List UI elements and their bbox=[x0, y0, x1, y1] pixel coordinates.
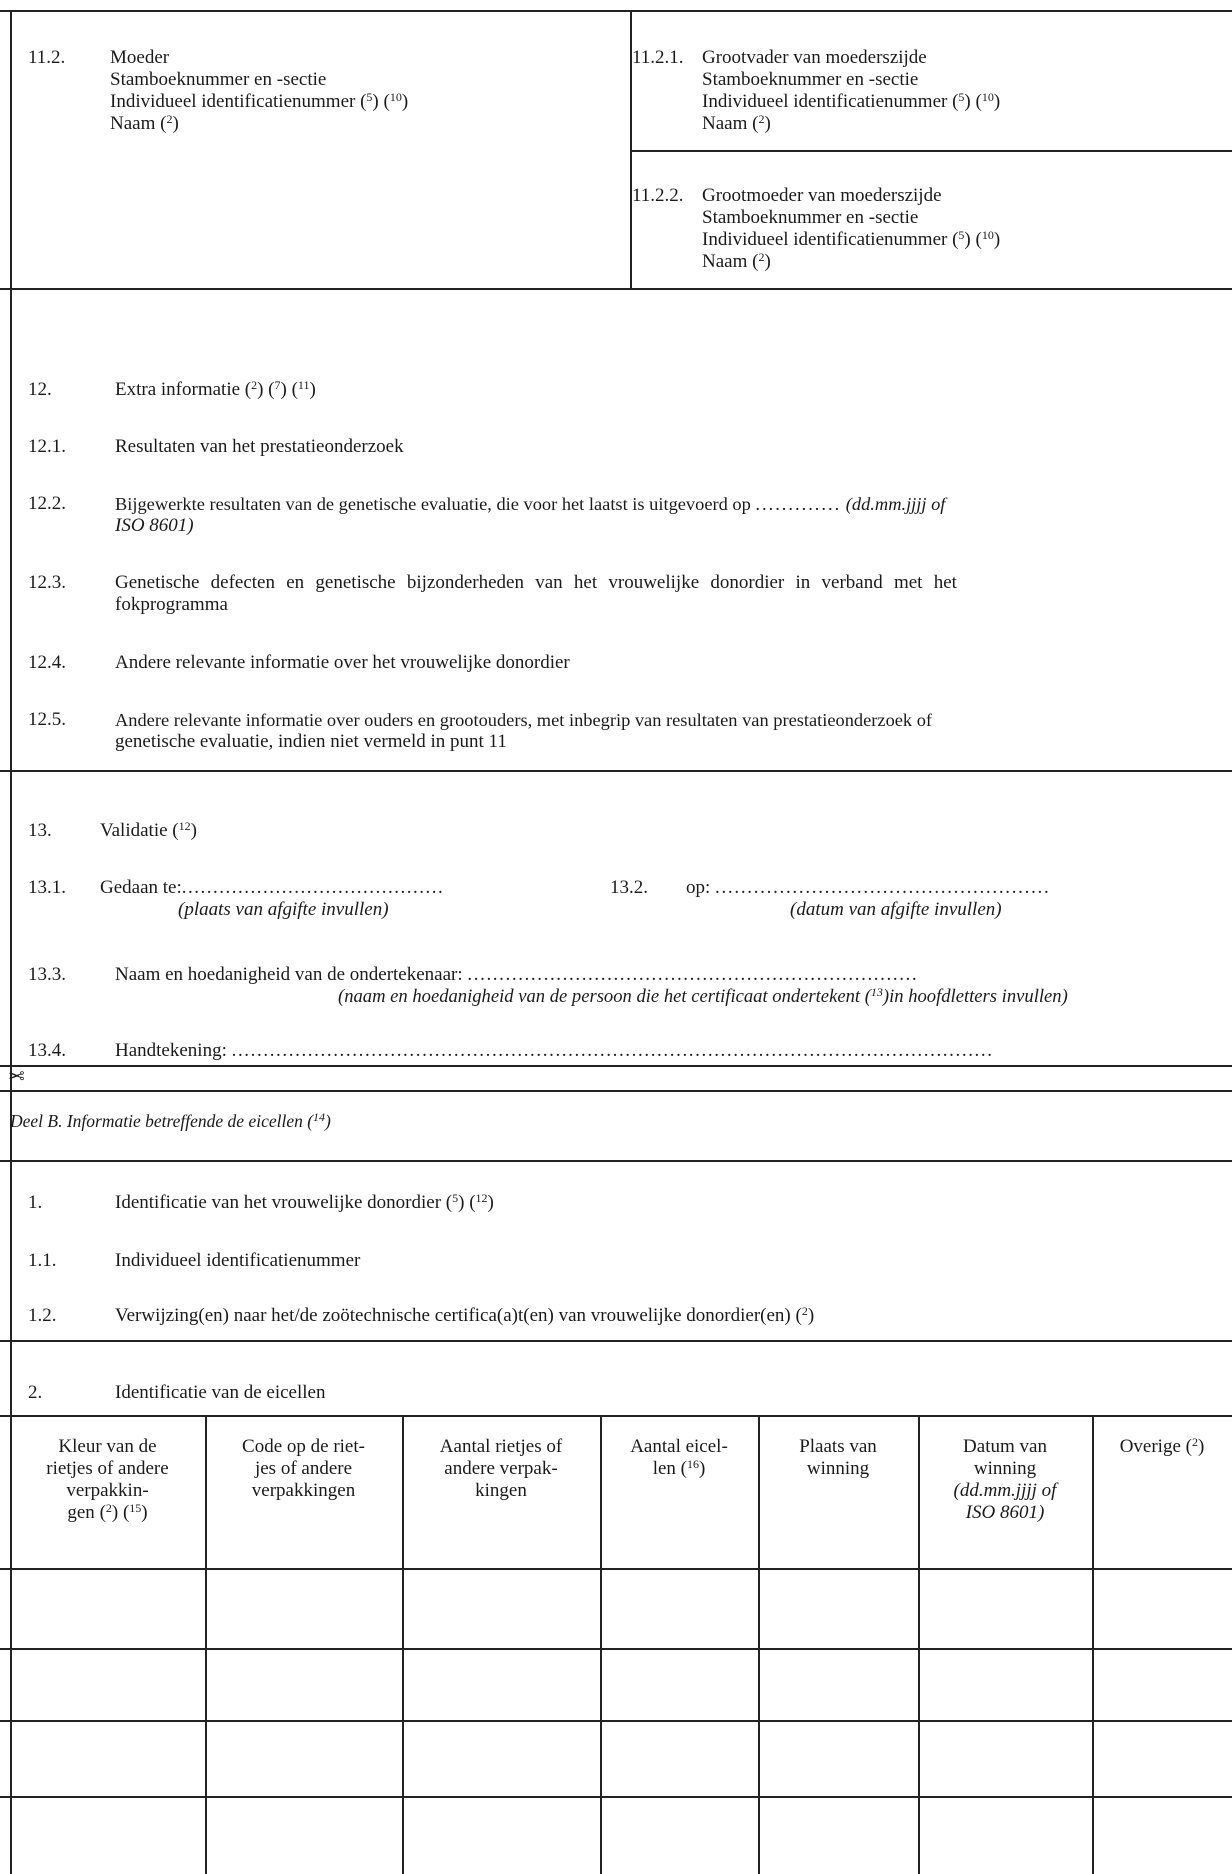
s12-2-num: 12.2. bbox=[28, 493, 66, 514]
s13-2-num: 13.2. bbox=[610, 877, 648, 898]
s13-3-hint: (naam en hoedanigheid van de persoon die het certificaat ondertekent ($^{13}$)in hoofdletters invullen) bbox=[338, 985, 1068, 1007]
table-cell[interactable] bbox=[918, 1650, 1092, 1720]
grandfather-id: Individueel identificatienummer ($^5$) ($^{10}$) bbox=[702, 90, 1001, 112]
table-cell[interactable] bbox=[918, 1570, 1092, 1640]
mother-name: Naam ($^2$) bbox=[110, 112, 179, 134]
grandfather-title: Grootvader van moederszijde bbox=[702, 47, 927, 68]
grandfather-name: Naam ($^2$) bbox=[702, 112, 771, 134]
table-cell[interactable] bbox=[758, 1798, 918, 1868]
table-cell[interactable] bbox=[205, 1570, 402, 1640]
pb-1-2-text: Verwijzing(en) naar het/de zoötechnische certifica(a)t(en) van vrouwelijke donordier(en) ($^2$) bbox=[115, 1304, 815, 1326]
table-cell[interactable] bbox=[402, 1798, 600, 1868]
s12-3-line2: fokprogramma bbox=[115, 594, 228, 615]
pb-s1-title: Identificatie van het vrouwelijke donordier ($^5$) ($^{12}$) bbox=[115, 1191, 494, 1213]
table-cell[interactable] bbox=[918, 1722, 1092, 1792]
table-cell[interactable] bbox=[758, 1722, 918, 1792]
grandmother-title: Grootmoeder van moederszijde bbox=[702, 185, 942, 206]
cut-line bbox=[0, 1090, 1232, 1092]
table-cell[interactable] bbox=[402, 1650, 600, 1720]
grandmother-herdbook: Stamboeknummer en -sectie bbox=[702, 207, 919, 228]
pb-s1-num: 1. bbox=[28, 1192, 43, 1213]
grandfather-herdbook: Stamboeknummer en -sectie bbox=[702, 69, 919, 90]
table-header-2: Code op de riet- jes of andere verpakkingen bbox=[242, 1436, 365, 1501]
table-cell[interactable] bbox=[600, 1650, 758, 1720]
pb-s2-title: Identificatie van de eicellen bbox=[115, 1382, 326, 1403]
grandmother-id: Individueel identificatienummer ($^5$) ($^{10}$) bbox=[702, 228, 1001, 250]
table-cell[interactable] bbox=[758, 1570, 918, 1640]
s13-4-field: Handtekening: ........................................................................................................................ bbox=[115, 1040, 994, 1061]
table-cell[interactable] bbox=[10, 1722, 205, 1792]
table-cell[interactable] bbox=[10, 1798, 205, 1868]
table-header-7: Overige ($^2$) bbox=[1119, 1435, 1205, 1457]
s12-3-num: 12.3. bbox=[28, 572, 66, 593]
table-cell[interactable] bbox=[10, 1570, 205, 1640]
s12-title: Extra informatie ($^2$) ($^7$) ($^{11}$) bbox=[115, 378, 316, 400]
table-cell[interactable] bbox=[402, 1570, 600, 1640]
table-cell[interactable] bbox=[1092, 1650, 1232, 1720]
section-12-bottom bbox=[0, 770, 1232, 772]
pb-1-1-text: Individueel identificatienummer bbox=[115, 1250, 361, 1271]
table-cell[interactable] bbox=[1092, 1570, 1232, 1640]
mother-herdbook: Stamboeknummer en -sectie bbox=[110, 69, 327, 90]
s12-4-text: Andere relevante informatie over het vrouwelijke donordier bbox=[115, 652, 570, 673]
table-cell[interactable] bbox=[758, 1650, 918, 1720]
s13-title: Validatie ($^{12}$) bbox=[100, 819, 197, 841]
s12-3-text: Genetische defecten en genetische bijzonderheden van het vrouwelijke donordier in verband met het bbox=[115, 572, 957, 593]
table-header-3: Aantal rietjes of andere verpak- kingen bbox=[439, 1436, 563, 1501]
table-header-4: Aantal eicel- len ($^{16}$) bbox=[630, 1436, 728, 1479]
table-cell[interactable] bbox=[205, 1798, 402, 1868]
table-cell[interactable] bbox=[918, 1798, 1092, 1868]
table-header-6: Datum van winning (dd.mm.jjjj of ISO 8601) bbox=[953, 1436, 1057, 1523]
table-cell[interactable] bbox=[600, 1570, 758, 1640]
s12-4-num: 12.4. bbox=[28, 652, 66, 673]
s12-2-text: Bijgewerkte resultaten van de genetische evaluatie, die voor het laatst is uitgevoerd op ............. (dd.mm.jjjj of bbox=[115, 494, 946, 514]
grandmother-num: 11.2.2. bbox=[632, 185, 684, 206]
table-cell[interactable] bbox=[1092, 1722, 1232, 1792]
section-13-bottom bbox=[0, 1065, 1232, 1067]
s13-num: 13. bbox=[28, 820, 52, 841]
pb-1-1-num: 1.1. bbox=[28, 1250, 57, 1271]
table-cell[interactable] bbox=[10, 1650, 205, 1720]
s13-1-hint: (plaats van afgifte invullen) bbox=[178, 899, 389, 920]
table-cell[interactable] bbox=[402, 1722, 600, 1792]
table-cell[interactable] bbox=[1092, 1798, 1232, 1868]
s12-2-iso: ISO 8601) bbox=[115, 515, 194, 536]
mother-id: Individueel identificatienummer ($^5$) ($^{10}$) bbox=[110, 90, 409, 112]
s13-2-hint: (datum van afgifte invullen) bbox=[790, 899, 1002, 920]
mother-num: 11.2. bbox=[28, 47, 66, 68]
table-cell[interactable] bbox=[600, 1798, 758, 1868]
s13-4-num: 13.4. bbox=[28, 1040, 66, 1061]
table-cell[interactable] bbox=[205, 1650, 402, 1720]
pb-1-2-num: 1.2. bbox=[28, 1305, 57, 1326]
table-cell[interactable] bbox=[600, 1722, 758, 1792]
s13-1-num: 13.1. bbox=[28, 877, 66, 898]
grandmother-name: Naam ($^2$) bbox=[702, 250, 771, 272]
pb-s2-num: 2. bbox=[28, 1382, 43, 1403]
scissors-icon: ✂ bbox=[8, 1066, 25, 1088]
s12-5-text: Andere relevante informatie over ouders en grootouders, met inbegrip van resultaten van prestatieonderzoek of bbox=[115, 710, 933, 730]
grandfather-num: 11.2.1. bbox=[632, 47, 684, 68]
table-header-5: Plaats van winning bbox=[799, 1436, 877, 1479]
mother-title: Moeder bbox=[110, 47, 170, 68]
part-b-title: Deel B. Informatie betreffende de eicellen ($^{14}$) bbox=[10, 1110, 331, 1131]
s12-1-text: Resultaten van het prestatieonderzoek bbox=[115, 436, 404, 457]
section-11-bottom bbox=[0, 288, 1232, 290]
table-top bbox=[0, 1415, 1232, 1417]
s12-5-num: 12.5. bbox=[28, 709, 66, 730]
s12-5-line2: genetische evaluatie, indien niet vermeld in punt 11 bbox=[115, 731, 507, 752]
top-border bbox=[0, 10, 1232, 12]
grandparents-divider bbox=[630, 150, 1232, 152]
part-b-title-bottom bbox=[0, 1160, 1232, 1162]
table-cell[interactable] bbox=[205, 1722, 402, 1792]
s13-1-field: Gedaan te:.......................................... bbox=[100, 877, 445, 898]
part-b-s1-bottom bbox=[0, 1340, 1232, 1342]
s13-2-field: op: .................................................... bbox=[686, 877, 1051, 898]
table-header-1: Kleur van de rietjes of andere verpakkin- gen ($^2$) ($^{15}$) bbox=[46, 1436, 169, 1523]
s12-num: 12. bbox=[28, 379, 52, 400]
s12-1-num: 12.1. bbox=[28, 436, 66, 457]
s13-3-field: Naam en hoedanigheid van de ondertekenaar: ....................................................................... bbox=[115, 964, 919, 985]
s13-3-num: 13.3. bbox=[28, 964, 66, 985]
